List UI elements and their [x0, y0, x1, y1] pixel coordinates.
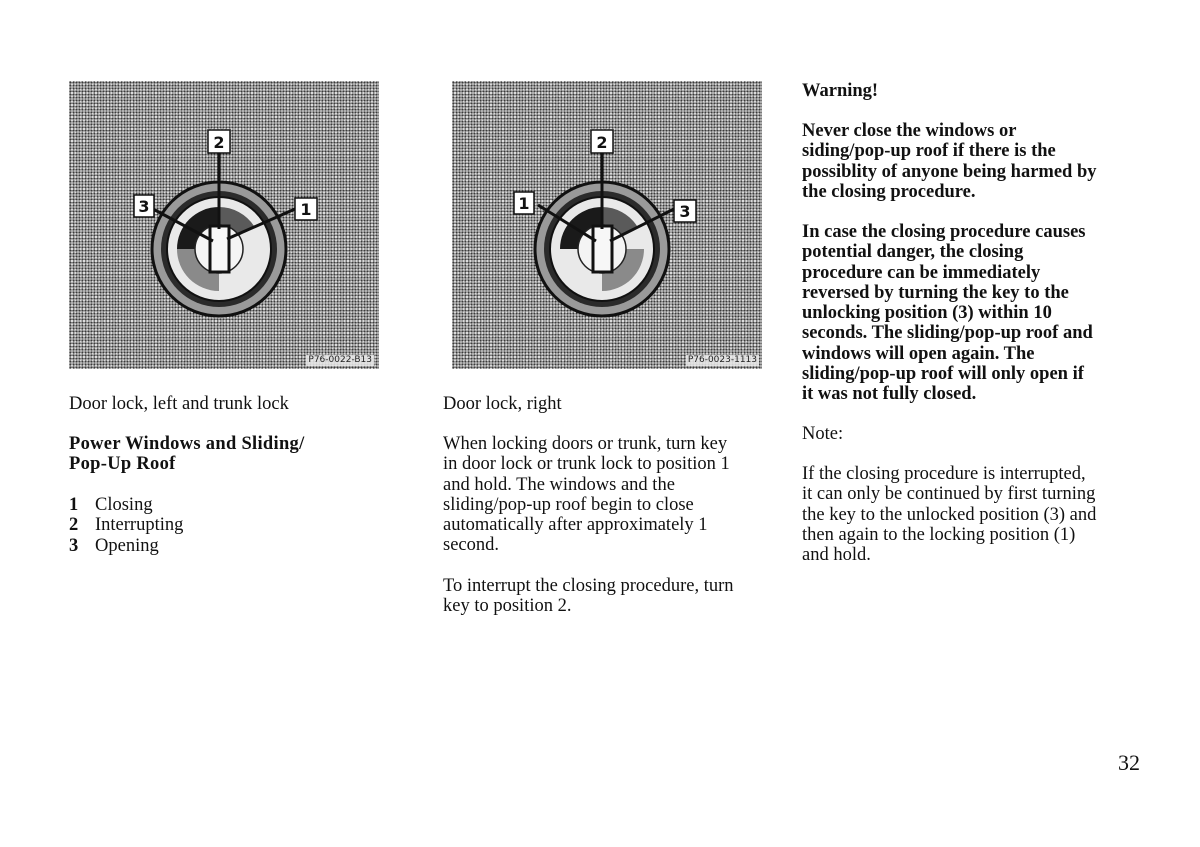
locking-instructions	[443, 434, 730, 556]
figure-caption-left: Door lock, left and trunk lock	[69, 394, 289, 414]
text-line: possiblity of anyone being harmed by	[802, 161, 1097, 182]
lock-cylinder-drawing	[69, 81, 379, 369]
position-label: 1	[300, 200, 312, 219]
note-label: Note:	[802, 424, 844, 444]
text-line: unlocking position (3) within 10	[802, 303, 1052, 324]
section-heading	[69, 434, 305, 475]
position-label: 1	[518, 194, 530, 213]
figure-code: P76-0023-1113	[687, 355, 757, 365]
text-line: and hold.	[802, 545, 871, 566]
text-line: If the closing procedure is interrupted,	[802, 464, 1086, 484]
text-line: and hold. The windows and the	[443, 474, 675, 495]
heading-line: Power Windows and Sliding/	[69, 434, 305, 454]
text-line: automatically after approximately 1	[443, 515, 708, 536]
text-line: reversed by turning the key to the	[802, 282, 1069, 303]
figure-caption-right: Door lock, right	[443, 394, 562, 414]
figure-code: P76-0022-B13	[308, 355, 372, 365]
text-line: in door lock or trunk lock to position 1	[443, 454, 730, 475]
legend-label: Closing	[95, 495, 153, 515]
figure-door-lock-right	[452, 81, 762, 369]
legend-label: Opening	[95, 535, 159, 556]
text-line: seconds. The sliding/pop-up roof and	[802, 323, 1093, 344]
position-label: 2	[596, 133, 608, 152]
warning-title: Warning!	[802, 81, 879, 101]
text-line: To interrupt the closing procedure, turn	[443, 576, 734, 596]
legend-item	[69, 536, 183, 556]
legend-number: 1	[69, 495, 79, 515]
text-line: then again to the locking position (1)	[802, 524, 1076, 545]
text-line: procedure can be immediately	[802, 262, 1041, 283]
figure-door-lock-left	[69, 81, 379, 369]
legend-number: 2	[69, 515, 79, 536]
warning-paragraph	[802, 121, 1097, 202]
text-line: In case the closing procedure causes	[802, 222, 1086, 242]
legend-item	[69, 515, 183, 535]
text-line: it was not fully closed.	[802, 384, 977, 405]
text-line: sliding/pop-up roof will only open if	[802, 364, 1084, 385]
warning-paragraph	[802, 222, 1093, 405]
note-paragraph	[802, 464, 1096, 565]
interrupt-instructions	[443, 576, 734, 617]
text-line: sliding/pop-up roof begin to close	[443, 494, 694, 515]
text-line: the closing procedure.	[802, 181, 976, 202]
legend-number: 3	[69, 535, 79, 556]
text-line: the key to the unlocked position (3) and	[802, 504, 1097, 525]
page-number: 32	[1118, 750, 1140, 775]
position-label: 3	[679, 202, 691, 221]
text-line: second.	[443, 535, 499, 556]
text-line: When locking doors or trunk, turn key	[443, 434, 728, 454]
text-line: it can only be continued by first turning	[802, 484, 1096, 505]
position-label: 2	[213, 133, 225, 152]
lock-cylinder-drawing	[452, 81, 762, 369]
text-line: Never close the windows or	[802, 121, 1017, 141]
position-legend	[69, 495, 183, 556]
text-line: potential danger, the closing	[802, 242, 1024, 263]
legend-label: Interrupting	[95, 515, 184, 536]
legend-item	[69, 495, 183, 515]
text-line: key to position 2.	[443, 596, 572, 617]
text-line: siding/pop-up roof if there is the	[802, 141, 1056, 162]
text-line: windows will open again. The	[802, 343, 1035, 364]
heading-line: Pop-Up Roof	[69, 454, 176, 475]
position-label: 3	[138, 197, 150, 216]
